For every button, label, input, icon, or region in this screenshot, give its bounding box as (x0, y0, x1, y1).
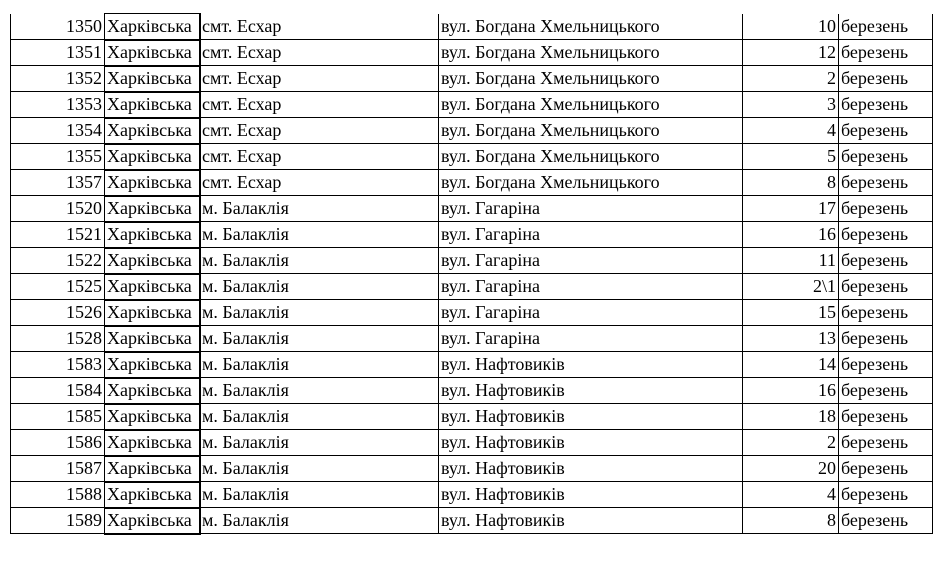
region-cell[interactable]: Харківська (105, 404, 200, 430)
region-cell[interactable]: Харківська (105, 482, 200, 508)
house-number-cell[interactable]: 8 (743, 508, 839, 534)
table-row (11, 430, 933, 456)
house-number-cell[interactable]: 2\1 (743, 274, 839, 300)
street-cell[interactable]: вул. Гагаріна (439, 274, 743, 300)
address-table (10, 14, 933, 534)
table-row (11, 196, 933, 222)
house-number-cell[interactable]: 17 (743, 196, 839, 222)
month-cell[interactable]: березень (839, 170, 933, 196)
street-cell[interactable]: вул. Нафтовиків (439, 404, 743, 430)
table-row (11, 144, 933, 170)
region-cell[interactable]: Харківська (105, 326, 200, 352)
row-id-cell[interactable]: 1528 (11, 326, 105, 352)
month-cell[interactable]: березень (839, 430, 933, 456)
street-cell[interactable]: вул. Нафтовиків (439, 378, 743, 404)
settlement-cell[interactable]: смт. Есхар (200, 14, 439, 40)
region-cell[interactable]: Харківська (105, 430, 200, 456)
settlement-cell[interactable]: м. Балаклія (200, 508, 439, 534)
row-id-cell[interactable]: 1354 (11, 118, 105, 144)
street-cell[interactable]: вул. Нафтовиків (439, 430, 743, 456)
region-cell[interactable]: Харківська (105, 92, 200, 118)
settlement-cell[interactable]: м. Балаклія (200, 430, 439, 456)
street-cell[interactable]: вул. Богдана Хмельницького (439, 14, 743, 40)
street-cell[interactable]: вул. Нафтовиків (439, 456, 743, 482)
month-cell[interactable]: березень (839, 222, 933, 248)
settlement-cell[interactable]: м. Балаклія (200, 352, 439, 378)
row-id-cell[interactable]: 1353 (11, 92, 105, 118)
settlement-cell[interactable]: м. Балаклія (200, 222, 439, 248)
region-cell[interactable]: Харківська (105, 66, 200, 92)
house-number-cell[interactable]: 4 (743, 482, 839, 508)
month-cell[interactable]: березень (839, 378, 933, 404)
house-number-cell[interactable]: 18 (743, 404, 839, 430)
region-cell[interactable]: Харківська (105, 170, 200, 196)
row-id-cell[interactable]: 1585 (11, 404, 105, 430)
street-cell[interactable]: вул. Богдана Хмельницького (439, 40, 743, 66)
house-number-cell[interactable]: 12 (743, 40, 839, 66)
table-row (11, 352, 933, 378)
table-row (11, 326, 933, 352)
row-id-cell[interactable]: 1525 (11, 274, 105, 300)
month-cell[interactable]: березень (839, 248, 933, 274)
month-cell[interactable]: березень (839, 456, 933, 482)
month-cell[interactable]: березень (839, 352, 933, 378)
house-number-cell[interactable]: 16 (743, 222, 839, 248)
settlement-cell[interactable]: м. Балаклія (200, 378, 439, 404)
settlement-cell[interactable]: смт. Есхар (200, 170, 439, 196)
settlement-cell[interactable]: м. Балаклія (200, 248, 439, 274)
house-number-cell[interactable]: 16 (743, 378, 839, 404)
region-cell[interactable]: Харківська (105, 508, 200, 534)
table-row (11, 248, 933, 274)
month-cell[interactable]: березень (839, 14, 933, 40)
settlement-cell[interactable]: смт. Есхар (200, 92, 439, 118)
table-row (11, 222, 933, 248)
street-cell[interactable]: вул. Гагаріна (439, 248, 743, 274)
settlement-cell[interactable]: смт. Есхар (200, 118, 439, 144)
street-cell[interactable]: вул. Гагаріна (439, 196, 743, 222)
table-row (11, 14, 933, 40)
settlement-cell[interactable]: м. Балаклія (200, 326, 439, 352)
region-cell[interactable]: Харківська (105, 378, 200, 404)
street-cell[interactable]: вул. Богдана Хмельницького (439, 66, 743, 92)
month-cell[interactable]: березень (839, 66, 933, 92)
table-row (11, 404, 933, 430)
row-id-cell[interactable]: 1352 (11, 66, 105, 92)
street-cell[interactable]: вул. Богдана Хмельницького (439, 170, 743, 196)
row-id-cell[interactable]: 1586 (11, 430, 105, 456)
region-cell[interactable]: Харківська (105, 456, 200, 482)
settlement-cell[interactable]: м. Балаклія (200, 456, 439, 482)
table-row (11, 92, 933, 118)
month-cell[interactable]: березень (839, 144, 933, 170)
house-number-cell[interactable]: 10 (743, 14, 839, 40)
house-number-cell[interactable]: 14 (743, 352, 839, 378)
table-row (11, 482, 933, 508)
house-number-cell[interactable]: 13 (743, 326, 839, 352)
month-cell[interactable]: березень (839, 274, 933, 300)
house-number-cell[interactable]: 2 (743, 430, 839, 456)
table-row (11, 456, 933, 482)
street-cell[interactable]: вул. Нафтовиків (439, 482, 743, 508)
house-number-cell[interactable]: 2 (743, 66, 839, 92)
table-row (11, 118, 933, 144)
house-number-cell[interactable]: 20 (743, 456, 839, 482)
row-id-cell[interactable]: 1583 (11, 352, 105, 378)
settlement-cell[interactable]: м. Балаклія (200, 196, 439, 222)
region-cell[interactable]: Харківська (105, 196, 200, 222)
region-cell[interactable]: Харківська (105, 352, 200, 378)
settlement-cell[interactable]: м. Балаклія (200, 300, 439, 326)
row-id-cell[interactable]: 1584 (11, 378, 105, 404)
street-cell[interactable]: вул. Гагаріна (439, 326, 743, 352)
month-cell[interactable]: березень (839, 40, 933, 66)
region-cell[interactable]: Харківська (105, 274, 200, 300)
table-row (11, 274, 933, 300)
table-row (11, 378, 933, 404)
house-number-cell[interactable]: 15 (743, 300, 839, 326)
row-id-cell[interactable]: 1526 (11, 300, 105, 326)
settlement-cell[interactable]: м. Балаклія (200, 274, 439, 300)
month-cell[interactable]: березень (839, 482, 933, 508)
month-cell[interactable]: березень (839, 300, 933, 326)
month-cell[interactable]: березень (839, 196, 933, 222)
street-cell[interactable]: вул. Гагаріна (439, 300, 743, 326)
row-id-cell[interactable]: 1355 (11, 144, 105, 170)
house-number-cell[interactable]: 3 (743, 92, 839, 118)
settlement-cell[interactable]: смт. Есхар (200, 66, 439, 92)
street-cell[interactable]: вул. Богдана Хмельницького (439, 92, 743, 118)
region-cell[interactable]: Харківська (105, 40, 200, 66)
month-cell[interactable]: березень (839, 508, 933, 534)
settlement-cell[interactable]: смт. Есхар (200, 40, 439, 66)
region-cell[interactable]: Харківська (105, 300, 200, 326)
month-cell[interactable]: березень (839, 326, 933, 352)
house-number-cell[interactable]: 11 (743, 248, 839, 274)
house-number-cell[interactable]: 4 (743, 118, 839, 144)
row-id-cell[interactable]: 1520 (11, 196, 105, 222)
street-cell[interactable]: вул. Гагаріна (439, 222, 743, 248)
region-cell[interactable]: Харківська (105, 248, 200, 274)
region-cell[interactable]: Харківська (105, 144, 200, 170)
row-id-cell[interactable]: 1587 (11, 456, 105, 482)
street-cell[interactable]: вул. Нафтовиків (439, 352, 743, 378)
street-cell[interactable]: вул. Нафтовиків (439, 508, 743, 534)
house-number-cell[interactable]: 5 (743, 144, 839, 170)
row-id-cell[interactable]: 1350 (11, 14, 105, 40)
month-cell[interactable]: березень (839, 118, 933, 144)
settlement-cell[interactable]: м. Балаклія (200, 404, 439, 430)
row-id-cell[interactable]: 1357 (11, 170, 105, 196)
row-id-cell[interactable]: 1522 (11, 248, 105, 274)
house-number-cell[interactable]: 8 (743, 170, 839, 196)
street-cell[interactable]: вул. Богдана Хмельницького (439, 118, 743, 144)
address-table-body (11, 14, 933, 534)
month-cell[interactable]: березень (839, 92, 933, 118)
table-row (11, 508, 933, 534)
region-cell[interactable]: Харківська (105, 14, 200, 40)
row-id-cell[interactable]: 1351 (11, 40, 105, 66)
table-row (11, 40, 933, 66)
region-cell[interactable]: Харківська (105, 118, 200, 144)
row-id-cell[interactable]: 1588 (11, 482, 105, 508)
region-cell[interactable]: Харківська (105, 222, 200, 248)
settlement-cell[interactable]: м. Балаклія (200, 482, 439, 508)
table-row (11, 170, 933, 196)
row-id-cell[interactable]: 1521 (11, 222, 105, 248)
table-row (11, 66, 933, 92)
street-cell[interactable]: вул. Богдана Хмельницького (439, 144, 743, 170)
month-cell[interactable]: березень (839, 404, 933, 430)
row-id-cell[interactable]: 1589 (11, 508, 105, 534)
settlement-cell[interactable]: смт. Есхар (200, 144, 439, 170)
table-row (11, 300, 933, 326)
